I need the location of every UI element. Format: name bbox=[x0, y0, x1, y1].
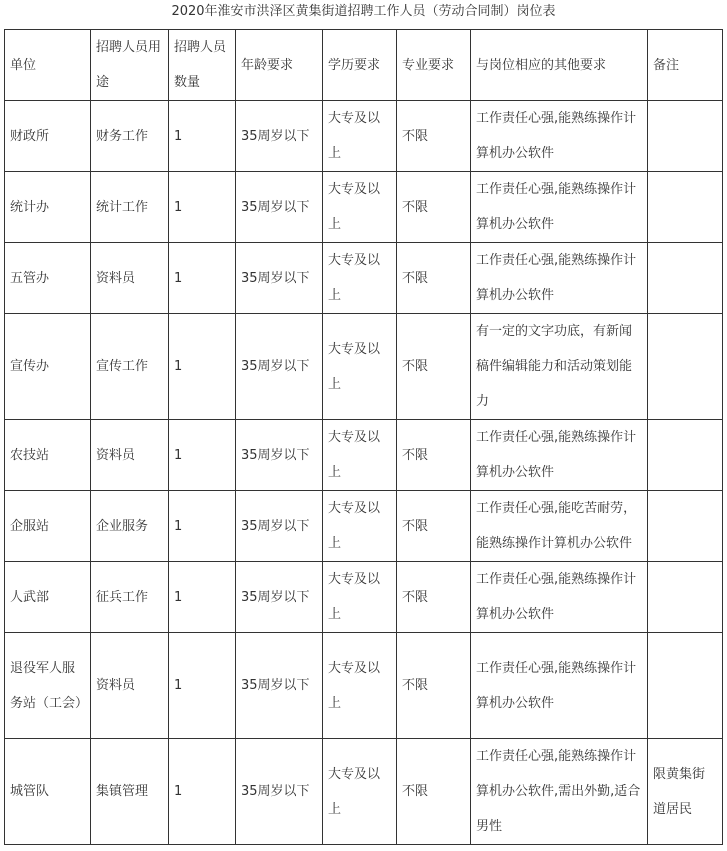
header-purpose: 招聘人员用途 bbox=[91, 30, 169, 101]
cell-major: 不限 bbox=[397, 172, 471, 243]
header-count: 招聘人员数量 bbox=[169, 30, 236, 101]
cell-count: 1 bbox=[169, 172, 236, 243]
table-row bbox=[5, 420, 723, 491]
cell-major: 不限 bbox=[397, 562, 471, 633]
table-row bbox=[5, 101, 723, 172]
cell-major: 不限 bbox=[397, 739, 471, 845]
cell-unit: 退役军人服务站（工会） bbox=[5, 633, 91, 739]
header-education: 学历要求 bbox=[323, 30, 397, 101]
cell-unit: 农技站 bbox=[5, 420, 91, 491]
cell-remark bbox=[648, 243, 723, 314]
cell-purpose: 统计工作 bbox=[91, 172, 169, 243]
cell-remark bbox=[648, 633, 723, 739]
cell-major: 不限 bbox=[397, 101, 471, 172]
cell-education: 大专及以上 bbox=[323, 420, 397, 491]
cell-count: 1 bbox=[169, 491, 236, 562]
cell-education: 大专及以上 bbox=[323, 491, 397, 562]
table-row bbox=[5, 633, 723, 739]
cell-other: 工作责任心强,能熟练操作计算机办公软件 bbox=[471, 243, 648, 314]
cell-age: 35周岁以下 bbox=[236, 633, 323, 739]
cell-count: 1 bbox=[169, 243, 236, 314]
cell-age: 35周岁以下 bbox=[236, 562, 323, 633]
table-row bbox=[5, 739, 723, 845]
cell-purpose: 企业服务 bbox=[91, 491, 169, 562]
cell-other: 工作责任心强,能熟练操作计算机办公软件 bbox=[471, 101, 648, 172]
cell-education: 大专及以上 bbox=[323, 101, 397, 172]
table-header-row bbox=[5, 30, 723, 101]
cell-education: 大专及以上 bbox=[323, 633, 397, 739]
cell-education: 大专及以上 bbox=[323, 243, 397, 314]
cell-other: 工作责任心强,能熟练操作计算机办公软件 bbox=[471, 420, 648, 491]
cell-education: 大专及以上 bbox=[323, 172, 397, 243]
table-row bbox=[5, 491, 723, 562]
cell-purpose: 宣传工作 bbox=[91, 314, 169, 420]
cell-count: 1 bbox=[169, 420, 236, 491]
cell-remark bbox=[648, 420, 723, 491]
cell-purpose: 财务工作 bbox=[91, 101, 169, 172]
cell-remark bbox=[648, 314, 723, 420]
cell-education: 大专及以上 bbox=[323, 739, 397, 845]
cell-remark bbox=[648, 101, 723, 172]
cell-age: 35周岁以下 bbox=[236, 420, 323, 491]
table-row bbox=[5, 314, 723, 420]
cell-major: 不限 bbox=[397, 243, 471, 314]
cell-unit: 统计办 bbox=[5, 172, 91, 243]
cell-count: 1 bbox=[169, 562, 236, 633]
cell-major: 不限 bbox=[397, 420, 471, 491]
cell-major: 不限 bbox=[397, 314, 471, 420]
cell-remark: 限黄集街道居民 bbox=[648, 739, 723, 845]
cell-unit: 财政所 bbox=[5, 101, 91, 172]
cell-other: 工作责任心强,能熟练操作计算机办公软件,需出外勤,适合男性 bbox=[471, 739, 648, 845]
job-table bbox=[4, 29, 723, 845]
cell-unit: 人武部 bbox=[5, 562, 91, 633]
cell-remark bbox=[648, 172, 723, 243]
cell-other: 有一定的文字功底，有新闻稿件编辑能力和活动策划能力 bbox=[471, 314, 648, 420]
cell-purpose: 资料员 bbox=[91, 420, 169, 491]
cell-other: 工作责任心强,能熟练操作计算机办公软件 bbox=[471, 562, 648, 633]
cell-major: 不限 bbox=[397, 491, 471, 562]
cell-count: 1 bbox=[169, 739, 236, 845]
cell-purpose: 集镇管理 bbox=[91, 739, 169, 845]
cell-remark bbox=[648, 491, 723, 562]
header-other: 与岗位相应的其他要求 bbox=[471, 30, 648, 101]
table-row bbox=[5, 243, 723, 314]
cell-age: 35周岁以下 bbox=[236, 491, 323, 562]
cell-education: 大专及以上 bbox=[323, 314, 397, 420]
header-major: 专业要求 bbox=[397, 30, 471, 101]
cell-remark bbox=[648, 562, 723, 633]
cell-unit: 五管办 bbox=[5, 243, 91, 314]
table-row bbox=[5, 562, 723, 633]
cell-count: 1 bbox=[169, 314, 236, 420]
cell-major: 不限 bbox=[397, 633, 471, 739]
cell-age: 35周岁以下 bbox=[236, 101, 323, 172]
cell-other: 工作责任心强,能吃苦耐劳，能熟练操作计算机办公软件 bbox=[471, 491, 648, 562]
cell-education: 大专及以上 bbox=[323, 562, 397, 633]
cell-unit: 城管队 bbox=[5, 739, 91, 845]
cell-age: 35周岁以下 bbox=[236, 739, 323, 845]
table-row bbox=[5, 172, 723, 243]
cell-purpose: 资料员 bbox=[91, 243, 169, 314]
cell-other: 工作责任心强,能熟练操作计算机办公软件 bbox=[471, 633, 648, 739]
cell-age: 35周岁以下 bbox=[236, 243, 323, 314]
cell-purpose: 资料员 bbox=[91, 633, 169, 739]
cell-count: 1 bbox=[169, 633, 236, 739]
cell-unit: 企服站 bbox=[5, 491, 91, 562]
header-remark: 备注 bbox=[648, 30, 723, 101]
cell-age: 35周岁以下 bbox=[236, 172, 323, 243]
cell-unit: 宣传办 bbox=[5, 314, 91, 420]
cell-age: 35周岁以下 bbox=[236, 314, 323, 420]
header-unit: 单位 bbox=[5, 30, 91, 101]
cell-count: 1 bbox=[169, 101, 236, 172]
header-age: 年龄要求 bbox=[236, 30, 323, 101]
cell-other: 工作责任心强,能熟练操作计算机办公软件 bbox=[471, 172, 648, 243]
cell-purpose: 征兵工作 bbox=[91, 562, 169, 633]
page-title: 2020年淮安市洪泽区黄集街道招聘工作人员（劳动合同制）岗位表 bbox=[171, 4, 556, 19]
